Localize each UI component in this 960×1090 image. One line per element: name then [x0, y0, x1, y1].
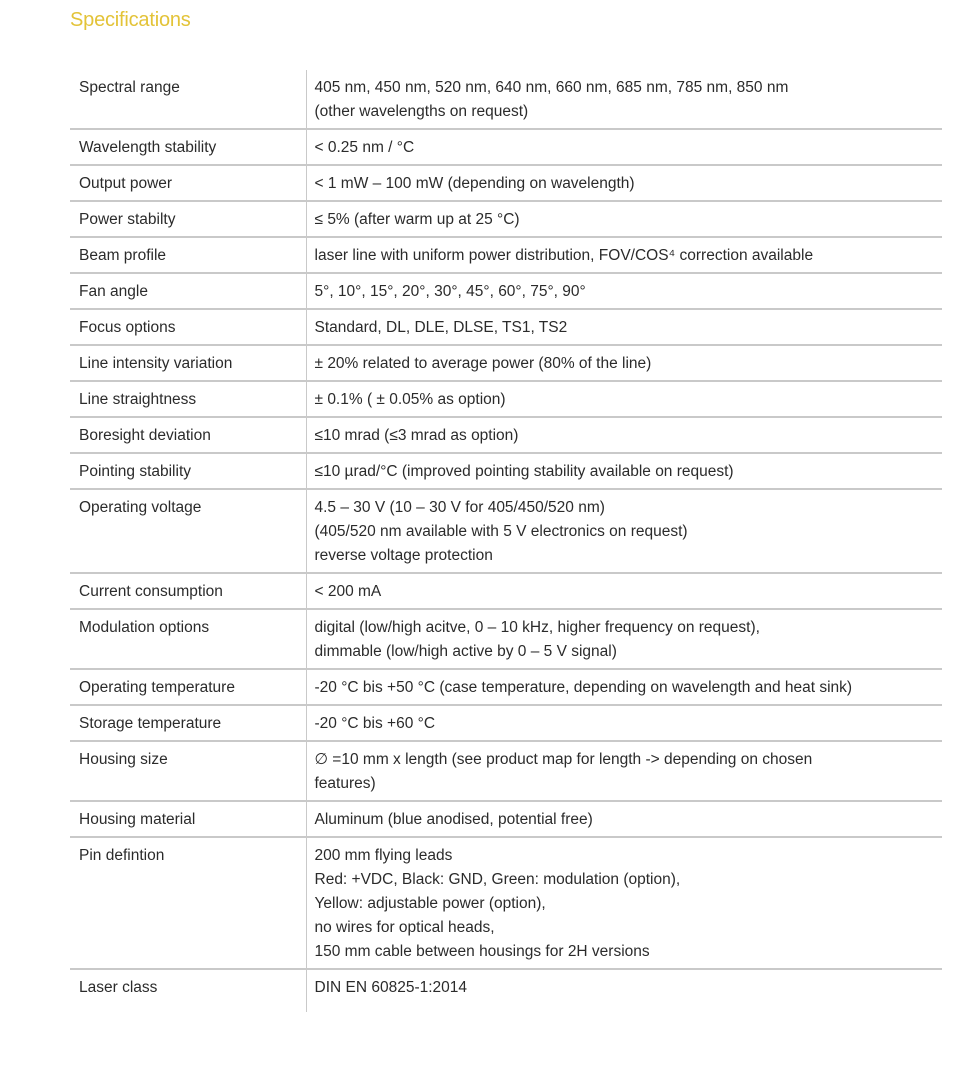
spec-value: -20 °C bis +50 °C (case temperature, depending on wavelength and heat sink): [306, 669, 942, 705]
spec-value: ≤ 5% (after warm up at 25 °C): [306, 201, 942, 237]
spec-label: Storage temperature: [70, 705, 306, 741]
spec-value: ∅ =10 mm x length (see product map for length -> depending on chosen features): [306, 741, 942, 801]
spec-label: Fan angle: [70, 273, 306, 309]
spec-label: Power stabilty: [70, 201, 306, 237]
table-row: [70, 273, 942, 309]
spec-value: < 0.25 nm / °C: [306, 129, 942, 165]
table-row: [70, 165, 942, 201]
spec-value: 200 mm flying leads Red: +VDC, Black: GND, Green: modulation (option), Yellow: adjustable power (option), no wires for optical heads, 150 mm cable between housings for 2H versions: [306, 837, 942, 969]
spec-label: Spectral range: [70, 70, 306, 129]
table-row: [70, 969, 942, 1012]
spec-value: ≤10 µrad/°C (improved pointing stability available on request): [306, 453, 942, 489]
table-row: [70, 741, 942, 801]
spec-value: Aluminum (blue anodised, potential free): [306, 801, 942, 837]
spec-value: 4.5 – 30 V (10 – 30 V for 405/450/520 nm) (405/520 nm available with 5 V electronics on request) reverse voltage protection: [306, 489, 942, 573]
spec-value: ± 0.1% ( ± 0.05% as option): [306, 381, 942, 417]
table-row: [70, 609, 942, 669]
table-row: [70, 201, 942, 237]
spec-value: Standard, DL, DLE, DLSE, TS1, TS2: [306, 309, 942, 345]
spec-label: Current consumption: [70, 573, 306, 609]
spec-label: Wavelength stability: [70, 129, 306, 165]
spec-label: Operating voltage: [70, 489, 306, 573]
table-row: [70, 837, 942, 969]
spec-label: Line intensity variation: [70, 345, 306, 381]
table-row: [70, 237, 942, 273]
table-row: [70, 705, 942, 741]
spec-label: Line straightness: [70, 381, 306, 417]
table-row: [70, 70, 942, 129]
table-row: [70, 129, 942, 165]
spec-label: Boresight deviation: [70, 417, 306, 453]
spec-label: Pointing stability: [70, 453, 306, 489]
spec-label: Laser class: [70, 969, 306, 1012]
spec-value: digital (low/high acitve, 0 – 10 kHz, higher frequency on request), dimmable (low/high active by 0 – 5 V signal): [306, 609, 942, 669]
spec-label: Focus options: [70, 309, 306, 345]
table-row: [70, 309, 942, 345]
specifications-table: [70, 70, 942, 1012]
table-row: [70, 573, 942, 609]
spec-value: ± 20% related to average power (80% of the line): [306, 345, 942, 381]
table-row: [70, 345, 942, 381]
spec-value: 5°, 10°, 15°, 20°, 30°, 45°, 60°, 75°, 90°: [306, 273, 942, 309]
spec-label: Operating temperature: [70, 669, 306, 705]
table-row: [70, 801, 942, 837]
spec-label: Output power: [70, 165, 306, 201]
table-row: [70, 453, 942, 489]
spec-value: ≤10 mrad (≤3 mrad as option): [306, 417, 942, 453]
spec-label: Housing material: [70, 801, 306, 837]
spec-value: < 1 mW – 100 mW (depending on wavelength): [306, 165, 942, 201]
table-row: [70, 417, 942, 453]
table-row: [70, 669, 942, 705]
spec-value: 405 nm, 450 nm, 520 nm, 640 nm, 660 nm, 685 nm, 785 nm, 850 nm (other wavelengths on request): [306, 70, 942, 129]
spec-label: Housing size: [70, 741, 306, 801]
spec-value: laser line with uniform power distribution, FOV/COS⁴ correction available: [306, 237, 942, 273]
table-row: [70, 381, 942, 417]
spec-value: -20 °C bis +60 °C: [306, 705, 942, 741]
page-title: Specifications: [70, 9, 191, 31]
table-row: [70, 489, 942, 573]
spec-value: DIN EN 60825-1:2014: [314, 979, 468, 996]
spec-label: Beam profile: [70, 237, 306, 273]
spec-label: Modulation options: [70, 609, 306, 669]
spec-value: < 200 mA: [306, 573, 942, 609]
spec-label: Pin defintion: [70, 837, 306, 969]
